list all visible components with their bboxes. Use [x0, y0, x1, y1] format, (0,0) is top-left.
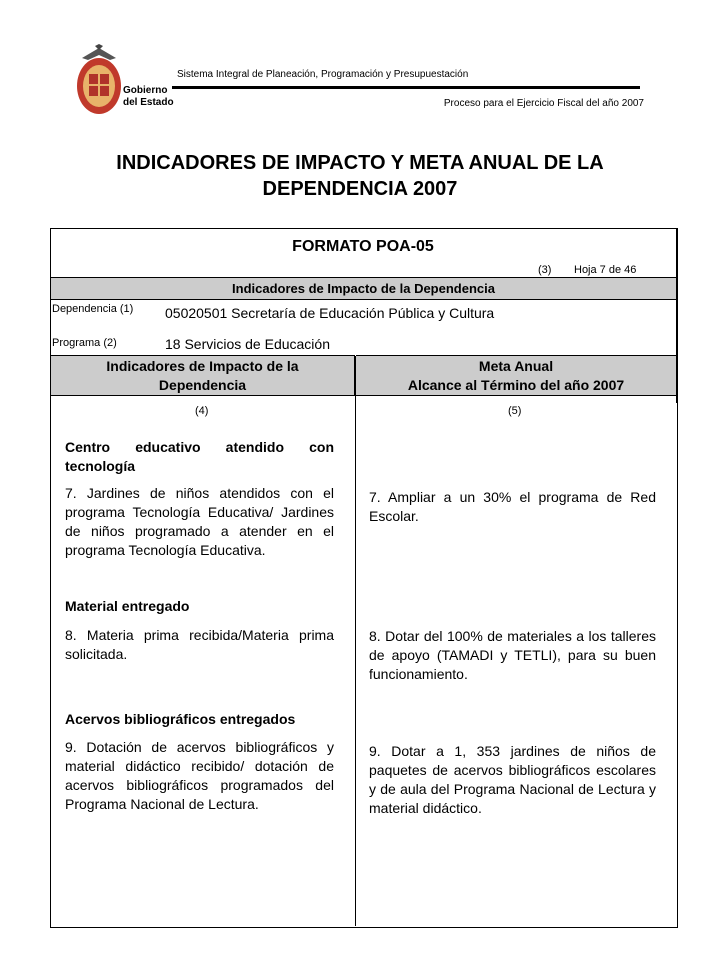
programa-label: Programa (2) [52, 337, 117, 349]
dependencia-value: 05020501 Secretaría de Educación Pública y Cultura [165, 305, 495, 321]
section-header: Indicadores de Impacto de la Dependencia [51, 277, 676, 300]
header-rule [172, 86, 640, 89]
indicator-text: 8. Materia prima recibida/Materia prima solicitada. [65, 627, 334, 662]
state-seal-logo [72, 44, 126, 118]
format-title: FORMATO POA-05 [292, 238, 434, 255]
programa-value: 18 Servicios de Educación [165, 336, 330, 352]
page-number: Hoja 7 de 46 [574, 264, 637, 276]
government-label: Gobierno del Estado [123, 85, 174, 108]
column-header-indicators: Indicadores de Impacto de la Dependencia [51, 355, 355, 396]
goal-text: 9. Dotar a 1, 353 jardines de niños de paquetes de acervos bibliográficos escolares y de aula del Programa Nacional de Lectura y material didáctico. [369, 743, 656, 816]
frame-edge [676, 228, 678, 403]
indicator-category: Material entregado [65, 598, 190, 614]
dependencia-label: Dependencia (1) [52, 303, 134, 315]
indicator-text: 7. Jardines de niños atendidos con el programa Tecnología Educativa/ Jardines de niños programado a atender en el programa Tecnología Educativa. [65, 485, 334, 558]
page-title: INDICADORES DE IMPACTO Y META ANUAL DE LA DEPENDENCIA 2007 [116, 152, 604, 200]
column-divider [355, 356, 356, 926]
indicator-category: Centro educativo atendido con tecnología [65, 439, 334, 474]
page-ref-number: (3) [538, 264, 552, 276]
system-name: Sistema Integral de Planeación, Programación y Presupuestación [177, 69, 469, 80]
column-number-left: (4) [195, 405, 209, 417]
fiscal-process: Proceso para el Ejercicio Fiscal del año 2007 [443, 98, 644, 109]
indicator-text: 9. Dotación de acervos bibliográficos y material didáctico recibido/ dotación de acervos bibliográficos programados del Programa Nacional de Lectura. [65, 739, 334, 812]
indicator-category: Acervos bibliográficos entregados [65, 711, 296, 727]
column-number-right: (5) [508, 405, 522, 417]
form-frame [50, 228, 678, 928]
goal-text: 7. Ampliar a un 30% el programa de Red Escolar. [369, 489, 656, 524]
column-header-goal: Meta Anual Alcance al Término del año 2007 [356, 355, 676, 396]
goal-text: 8. Dotar del 100% de materiales a los talleres de apoyo (TAMADI y TETLI), para su buen funcionamiento. [369, 628, 656, 682]
